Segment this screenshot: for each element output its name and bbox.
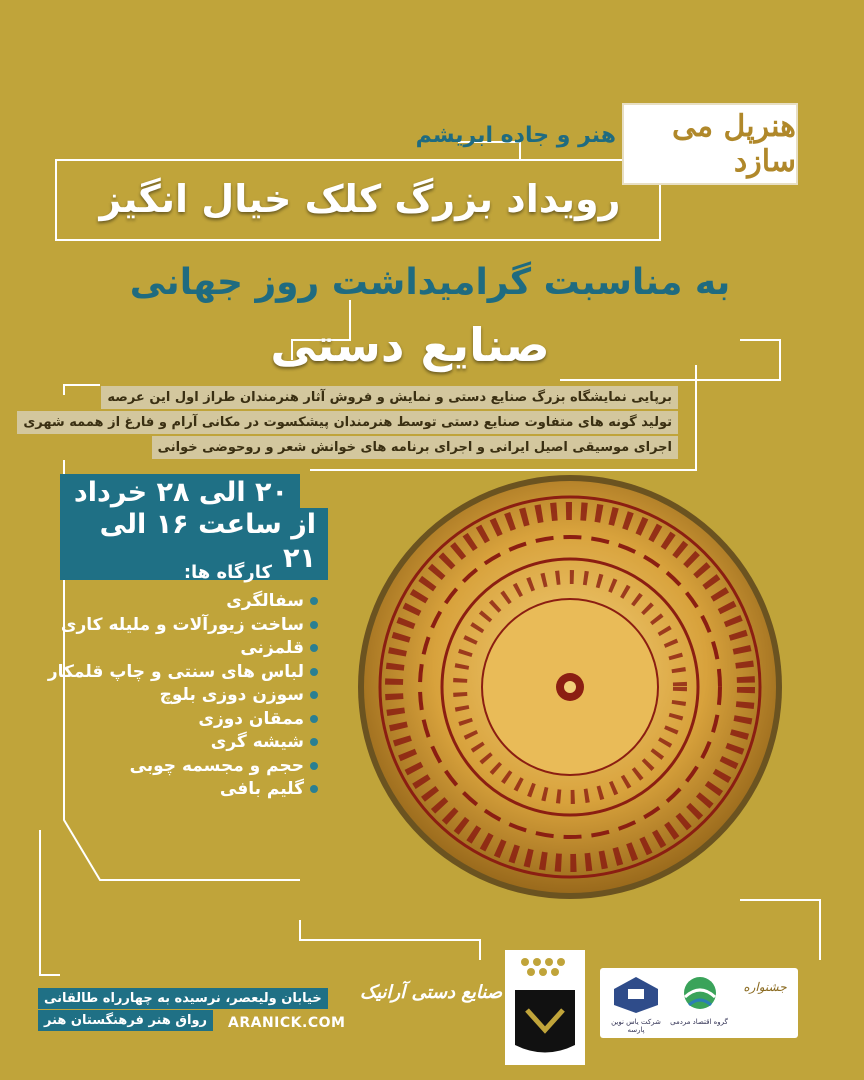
craft-heading: صنایع دستی (270, 318, 550, 372)
workshop-item (18, 637, 318, 661)
workshop-item (18, 684, 318, 708)
workshop-bullet-icon (310, 785, 318, 793)
workshop-label: سوزن دوزی بلوچ (159, 685, 304, 705)
sponsor-logo (677, 975, 723, 1015)
workshop-item (18, 778, 318, 802)
workshop-label: شیشه گری (210, 732, 304, 752)
workshop-label: ممقان دوزی (198, 708, 304, 729)
workshops-title: کارگاه ها: (183, 562, 272, 583)
plate-illustration (355, 472, 785, 902)
occasion-heading: به مناسبت گرامیداشت روز جهانی (129, 262, 731, 303)
hours-badge: از ساعت ۱۶ الی ۲۱ (60, 508, 328, 580)
workshop-item (18, 731, 318, 755)
aranick-logo (360, 975, 502, 1005)
workshop-label: گلیم بافی (219, 779, 304, 799)
workshop-item (18, 661, 318, 685)
logo-text: هنرپل می سازد (671, 109, 796, 179)
sponsor3-logo: جشنواره (743, 980, 787, 994)
workshop-bullet-icon (310, 621, 318, 629)
workshop-bullet-icon (310, 691, 318, 699)
website-link[interactable]: ARANICK.COM (228, 1015, 346, 1031)
aranick-emblem-icon (505, 950, 585, 1065)
workshops-list (18, 590, 318, 802)
workshop-label: سفالگری (226, 591, 304, 611)
sponsor2-caption: گروه اقتصاد مردمی (670, 1018, 728, 1026)
workshop-bullet-icon (310, 738, 318, 746)
workshop-label: قلمزنی (240, 638, 304, 658)
workshop-item (18, 590, 318, 614)
workshop-item (18, 755, 318, 779)
workshop-label: ساخت زیورآلات و ملیله کاری (60, 614, 304, 635)
date-range-badge: ۲۰ الی ۲۸ خرداد (60, 474, 300, 514)
sponsor1-caption: شرکت یاس نوین پارسه (611, 1018, 661, 1034)
event-subtitle: هنر و جاده ابریشم (415, 123, 616, 148)
description-line-1: برپایی نمایشگاه بزرگ صنایع دستی و نمایش و فروش آثار هنرمندان طراز اول این عرصه (101, 386, 678, 409)
workshop-label: حجم و مجسمه چوبی (129, 755, 304, 776)
aranick-logo-text: صنایع دستی آرانیک (360, 982, 503, 1003)
event-title: رویداد بزرگ کلک خیال انگیز (99, 177, 621, 221)
workshop-item (18, 614, 318, 638)
workshop-bullet-icon (310, 762, 318, 770)
description-line-2: تولید گونه های متفاوت صنایع دستی توسط هنرمندان پیشکسوت در مکانی آرام و فارغ از هممه شهری (17, 411, 678, 434)
workshop-item (18, 708, 318, 732)
workshop-bullet-icon (310, 668, 318, 676)
workshop-bullet-icon (310, 644, 318, 652)
workshop-label: لباس های سنتی و چاپ قلمکار (47, 661, 304, 682)
workshop-bullet-icon (310, 597, 318, 605)
address-line-1: خیابان ولیعصر، نرسیده به چهارراه طالقانی (38, 988, 328, 1009)
workshop-bullet-icon (310, 715, 318, 723)
address-line-2: رواق هنر فرهنگستان هنر (38, 1010, 213, 1031)
sponsor-logo (610, 975, 662, 1015)
description-line-3: اجرای موسیقی اصیل ایرانی و اجرای برنامه های خوانش شعر و روحوضی خوانی (152, 436, 678, 459)
